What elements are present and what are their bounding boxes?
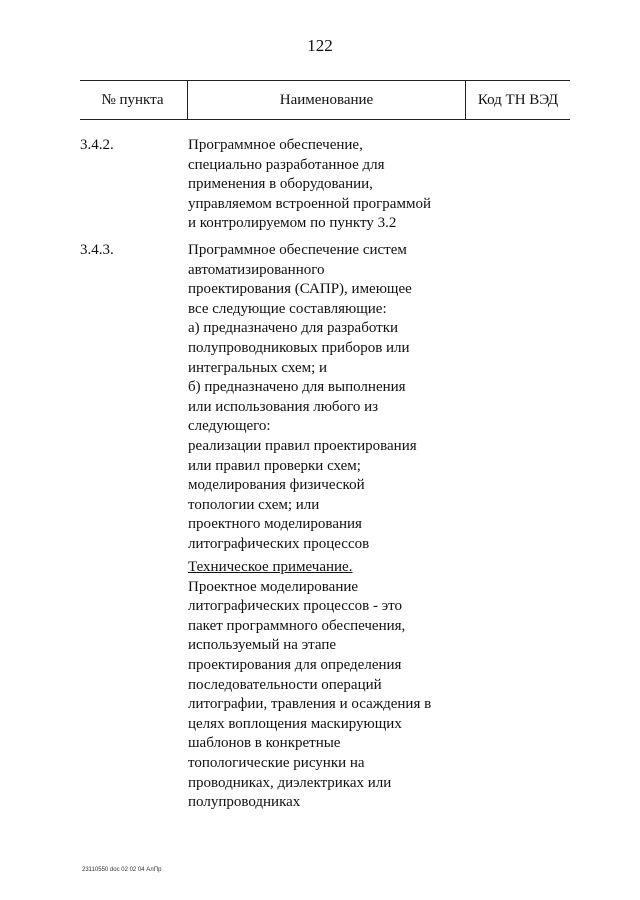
footer-document-code: 23110550 doc 02 02 04 АлПр bbox=[82, 867, 162, 873]
item-line: или использования любого из bbox=[188, 398, 379, 415]
item-text bbox=[188, 136, 468, 234]
item-line: интегральных схем; и bbox=[188, 359, 328, 376]
item-number: 3.4.3. bbox=[80, 242, 114, 258]
page-number: 122 bbox=[307, 36, 333, 55]
note-text bbox=[188, 558, 468, 813]
item-text bbox=[188, 241, 468, 555]
header-col-code: Код ТН ВЭД bbox=[477, 91, 559, 108]
item-line: реализации правил проектирования bbox=[188, 437, 417, 454]
note-line: целях воплощения маскирующих bbox=[188, 715, 402, 732]
note-line: топологические рисунки на bbox=[188, 754, 365, 771]
item-line: специально разработанное для bbox=[188, 156, 385, 173]
item-line: автоматизированного bbox=[188, 261, 325, 278]
note-title: Техническое примечание. bbox=[188, 559, 353, 575]
item-line: Программное обеспечение систем bbox=[188, 242, 407, 258]
item-number: 3.4.2. bbox=[80, 137, 114, 153]
header-col-name: Наименование bbox=[187, 81, 466, 119]
item-line: проектного моделирования bbox=[188, 516, 362, 533]
note-line: Проектное моделирование bbox=[188, 578, 359, 595]
item-line: применения в оборудовании, bbox=[188, 176, 373, 193]
item-line: следующего: bbox=[188, 418, 271, 435]
item-line: все следующие составляющие: bbox=[188, 300, 387, 317]
item-line: б) предназначено для выполнения bbox=[188, 379, 406, 396]
item-line: топологии схем; или bbox=[188, 496, 320, 513]
note-line: шаблонов в конкретные bbox=[188, 735, 341, 752]
table-header bbox=[80, 80, 570, 120]
item-line: полупроводниковых приборов или bbox=[188, 339, 410, 356]
note-line: литографии, травления и осаждения в bbox=[188, 696, 432, 713]
item-line: или правил проверки схем; bbox=[188, 457, 361, 474]
item-line: а) предназначено для разработки bbox=[188, 320, 399, 337]
item-line: литографических процессов bbox=[188, 535, 370, 552]
note-line: полупроводниках bbox=[188, 794, 301, 811]
note-line: проектирования для определения bbox=[188, 656, 402, 673]
item-line: управляемом встроенной программой bbox=[188, 195, 431, 212]
header-col-number: № пункта bbox=[101, 91, 164, 108]
item-line: и контролируемом по пункту 3.2 bbox=[188, 215, 397, 232]
note-line: литографических процессов - это bbox=[188, 598, 402, 615]
item-line: моделирования физической bbox=[188, 477, 365, 494]
note-line: последовательности операций bbox=[188, 676, 382, 693]
item-line: Программное обеспечение, bbox=[188, 137, 363, 153]
note-line: пакет программного обеспечения, bbox=[188, 617, 406, 634]
item-line: проектирования (САПР), имеющее bbox=[188, 281, 412, 298]
note-line: проводниках, диэлектриках или bbox=[188, 774, 392, 791]
note-line: используемый на этапе bbox=[188, 637, 337, 654]
